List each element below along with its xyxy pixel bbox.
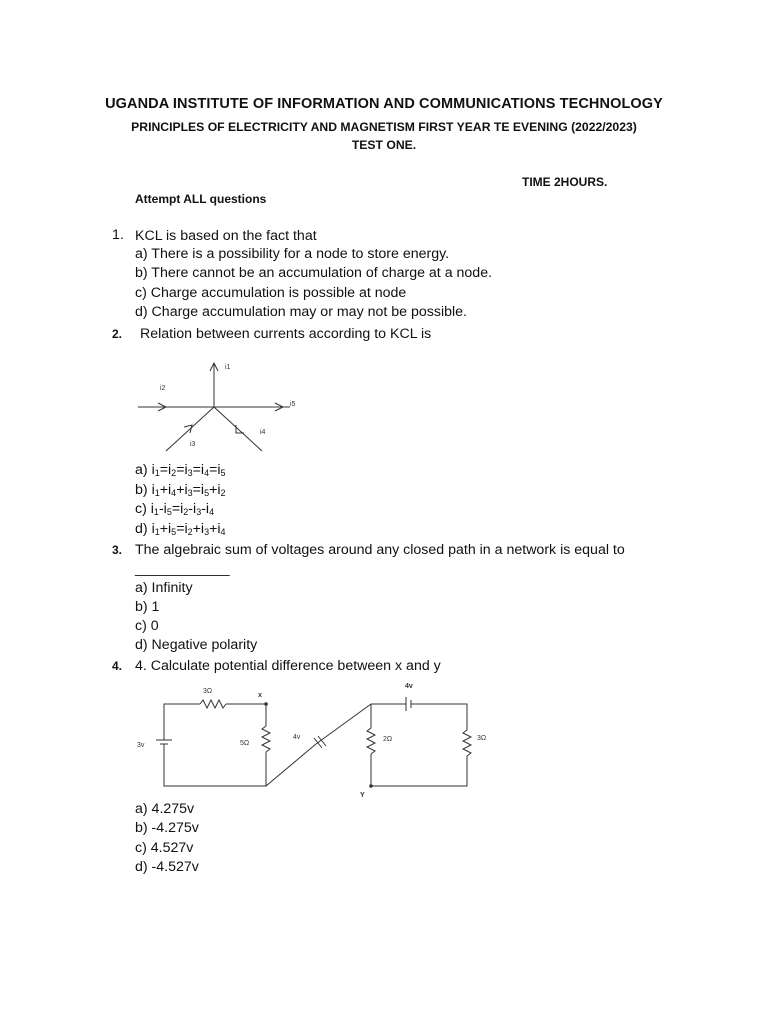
question-3-blank: ____________ — [135, 561, 230, 577]
label-i1: i1 — [225, 364, 231, 371]
label-r3: 2Ω — [383, 736, 393, 743]
question-2-option-a: a) $i_1=i_2=i_3=i_4=i_5$ — [135, 462, 226, 478]
time-allowed: TIME 2HOURS. — [522, 175, 608, 189]
resistor-3ohm-left — [200, 700, 226, 708]
question-1-option-d: d) Charge accumulation may or may not be possible. — [135, 304, 467, 320]
resistor-2ohm — [367, 728, 375, 754]
question-4-option-d: d) -4.527v — [135, 859, 199, 875]
course-title: PRINCIPLES OF ELECTRICITY AND MAGNETISM FIRST YEAR TE EVENING (2022/2023) — [131, 120, 637, 134]
question-2-option-b: b) $i_1+i_4+i_3=i_5+i_2$ — [135, 482, 226, 498]
label-i5: i5 — [290, 401, 296, 408]
label-src-mid: 4v — [293, 734, 301, 741]
question-2-text: Relation between currents according to KCL is — [140, 326, 432, 342]
question-1-number: 1. — [112, 227, 124, 243]
resistor-3ohm-right — [463, 730, 471, 756]
diagonal-wire-upper — [316, 704, 371, 744]
question-2-option-d: d) $i_1+i_5=i_2+i_3+i_4$ — [135, 521, 226, 537]
institute-title: UGANDA INSTITUTE OF INFORMATION AND COMMUNICATIONS TECHNOLOGY — [105, 96, 663, 112]
question-3-option-a: a) Infinity — [135, 580, 193, 596]
question-1-option-a: a) There is a possibility for a node to store energy. — [135, 246, 450, 262]
label-r4: 3Ω — [477, 735, 487, 742]
question-1-option-b: b) There cannot be an accumulation of charge at a node. — [135, 265, 493, 281]
label-src-top: 4v — [405, 683, 413, 690]
question-2-number: 2. — [112, 327, 123, 341]
test-title: TEST ONE. — [351, 138, 417, 152]
question-4-option-a: a) 4.275v — [135, 801, 195, 817]
left-bottom-wire — [164, 744, 266, 786]
question-2-option-c: c) $i_1-i_5=i_2-i_3-i_4$ — [135, 501, 215, 517]
question-1-text: KCL is based on the fact that — [135, 228, 317, 244]
label-i3: i3 — [190, 441, 196, 448]
question-4-option-b: b) -4.275v — [135, 820, 199, 836]
label-node-x: x — [258, 692, 262, 699]
label-r1: 3Ω — [203, 688, 213, 695]
circuit-diagram — [130, 680, 510, 800]
question-3-number: 3. — [112, 543, 123, 557]
label-node-y: Y — [360, 792, 365, 799]
right-bottom-wire — [371, 756, 467, 786]
question-3-option-c: c) 0 — [135, 618, 159, 634]
node-x-dot — [264, 702, 268, 706]
question-4-number: 4. — [112, 659, 123, 673]
question-3-option-d: d) Negative polarity — [135, 637, 258, 653]
label-src-left: 3v — [137, 742, 145, 749]
label-i2: i2 — [160, 385, 166, 392]
instruction: Attempt ALL questions — [135, 192, 267, 206]
question-1-option-c: c) Charge accumulation is possible at node — [135, 285, 407, 301]
question-3-text: The algebraic sum of voltages around any closed path in a network is equal to — [135, 542, 625, 558]
kcl-node-diagram — [130, 355, 310, 455]
question-4-option-c: c) 4.527v — [135, 840, 194, 856]
label-i4: i4 — [260, 429, 266, 436]
i4-wire — [214, 407, 262, 451]
label-r2: 5Ω — [240, 740, 250, 747]
question-4-text: 4. Calculate potential difference between x and y — [135, 658, 441, 674]
diagonal-wire-lower — [266, 744, 316, 786]
left-top-right-wire — [226, 704, 266, 726]
question-3-option-b: b) 1 — [135, 599, 160, 615]
resistor-5ohm — [262, 726, 270, 752]
left-top-wire — [164, 704, 200, 718]
right-top-wire-b — [411, 704, 467, 730]
i3-arrow — [184, 425, 192, 433]
node-y-dot — [369, 784, 373, 788]
i4-arrow — [236, 425, 244, 433]
